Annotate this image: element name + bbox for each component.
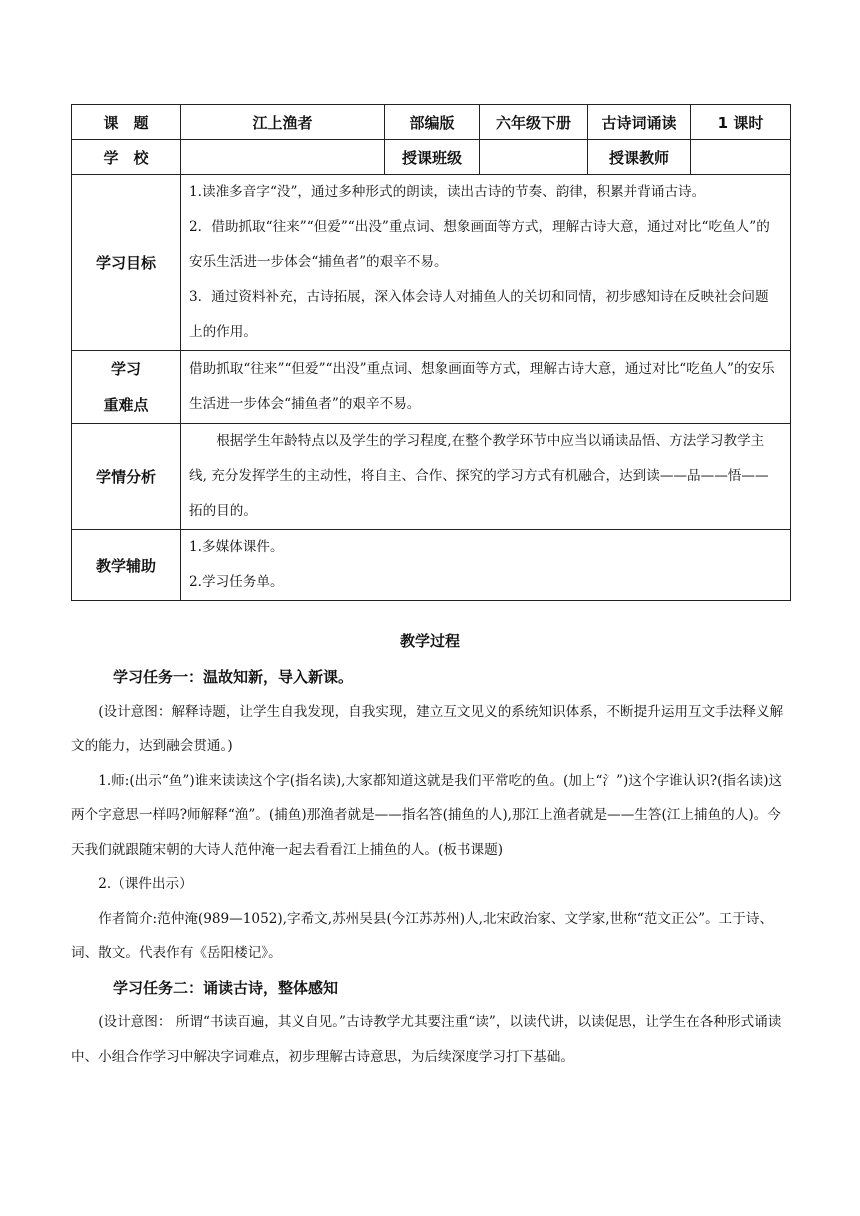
task1-title: 学习任务一：温故知新，导入新课。 xyxy=(113,668,354,686)
goal-item: 3．通过资料补充，古诗拓展，深入体会诗人对捕鱼人的关切和同情，初步感知诗在反映社会问题上的作用。 xyxy=(189,289,769,340)
key-label-line: 重难点 xyxy=(103,396,149,414)
analysis-text: 根据学生年龄特点以及学生的学习程度,在整个教学环节中应当以诵读品悟、方法学习教学主线, 充分发挥学生的主动性，将自主、合作、探究的学习方式有机融合，达到读——品——悟——拓的目的。 xyxy=(189,433,769,519)
goals-cell xyxy=(181,175,791,351)
task1-intent: (设计意图：解释诗题，让学生自我发现，自我实现，建立互文见义的系统知识体系，不断提升运用互文手法释义解文的能力，达到融会贯通。) xyxy=(71,703,784,754)
table-row xyxy=(72,105,791,140)
goal-item: 1.读准多音字“没”，通过多种形式的朗读，读出古诗的节奏、韵律，积累并背诵古诗。 xyxy=(189,184,706,200)
teacher-label: 授课教师 xyxy=(588,140,691,175)
process-body xyxy=(71,660,790,1074)
class-value xyxy=(480,140,588,175)
table-row xyxy=(72,351,791,424)
hours-value: 1 课时 xyxy=(691,105,791,140)
goals-label: 学习目标 xyxy=(72,175,181,351)
aid-item: 1.多媒体课件。 xyxy=(189,539,284,555)
aid-item: 2.学习任务单。 xyxy=(189,574,284,590)
aids-cell xyxy=(181,530,791,601)
task2-title: 学习任务二：诵读古诗，整体感知 xyxy=(113,978,339,997)
key-points-text: 借助抓取“往来”“但爱”“出没”重点词、想象画面等方式，理解古诗大意，通过对比“吃鱼人”的安乐生活进一步体会“捕鱼者”的艰辛不易。 xyxy=(189,361,775,412)
class-label: 授课班级 xyxy=(385,140,480,175)
task1-paragraph: 2.（课件出示） xyxy=(98,876,193,892)
aids-label: 教学辅助 xyxy=(72,530,181,601)
key-label-line: 学习 xyxy=(110,360,141,378)
key-points-cell xyxy=(181,351,791,424)
table-row xyxy=(72,530,791,601)
key-points-label xyxy=(72,351,181,424)
process-heading: 教学过程 xyxy=(399,632,460,650)
edition-value: 部编版 xyxy=(385,105,480,140)
task1-paragraph: 1.师:(出示“鱼”)谁来读读这个字(指名读),大家都知道这就是我们平常吃的鱼。(加上“氵”)这个字谁认识?(指名读)这两个字意思一样吗?师解释“渔”。(捕鱼)那渔者就是——指名答(捕鱼的人),那江上渔者就是——生答(江上捕鱼的人)。今天我们就跟随宋朝的大诗人范仲淹一起去看看江上捕鱼的人。(板书课题) xyxy=(71,772,783,858)
school-value xyxy=(181,140,385,175)
grade-value: 六年级下册 xyxy=(480,105,588,140)
goal-item: 2．借助抓取“往来”“但爱”“出没”重点词、想象画面等方式，理解古诗大意，通过对比“吃鱼人”的安乐生活进一步体会“捕鱼者”的艰辛不易。 xyxy=(189,219,770,270)
task2-intent: (设计意图： 所谓“书读百遍，其义自见。”古诗教学尤其要注重“读”，以读代讲，以读促思，让学生在各种形式诵读中、小组合作学习中解决字词难点，初步理解古诗意思，为后续深度学习打下基础。 xyxy=(71,1014,782,1065)
analysis-cell xyxy=(181,424,791,530)
analysis-label: 学情分析 xyxy=(72,424,181,530)
table-row xyxy=(72,175,791,351)
lesson-info-table xyxy=(71,104,791,601)
author-intro: 作者简介:范仲淹(989—1052),字希文,苏州吴县(今江苏苏州)人,北宋政治家、文学家,世称“范文正公”。工于诗、词、散文。代表作有《岳阳楼记》。 xyxy=(71,910,774,961)
topic-value: 江上渔者 xyxy=(181,105,385,140)
table-row xyxy=(72,424,791,530)
school-label: 学 校 xyxy=(72,140,181,175)
unit-value: 古诗词诵读 xyxy=(588,105,691,140)
topic-label: 课 题 xyxy=(72,105,181,140)
teacher-value xyxy=(691,140,791,175)
table-row xyxy=(72,140,791,175)
